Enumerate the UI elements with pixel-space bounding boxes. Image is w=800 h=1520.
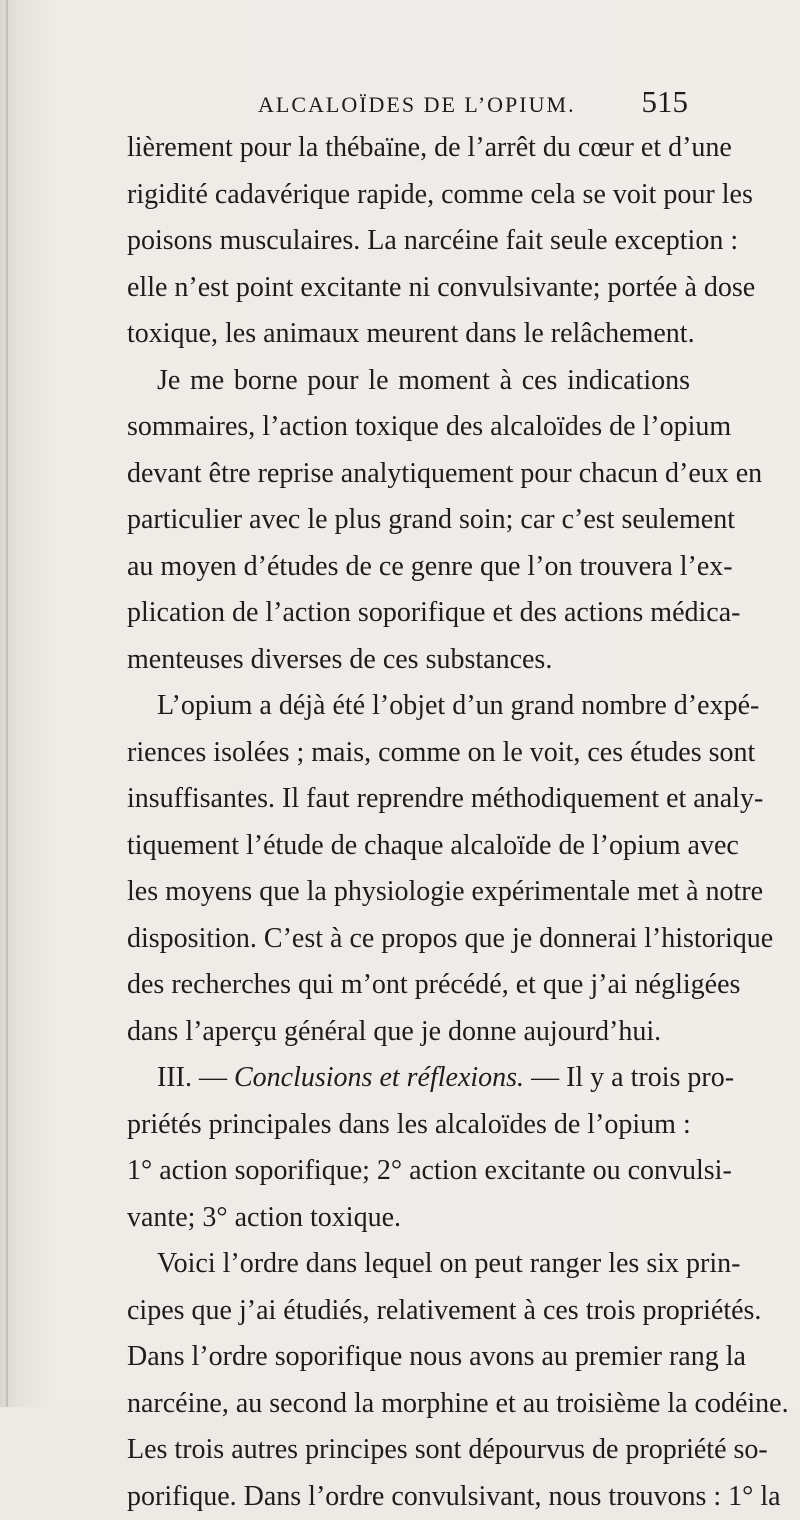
text-line: Je me borne pour le moment à ces indications <box>127 358 690 405</box>
text-line: L’opium a déjà été l’objet d’un grand nombre d’expé- <box>127 683 690 730</box>
text-line: les moyens que la physiologie expérimentale met à notre <box>127 869 690 916</box>
text-line: vante; 3° action toxique. <box>127 1195 690 1242</box>
page-header <box>258 84 688 124</box>
text-line: des recherches qui m’ont précédé, et que j’ai négligées <box>127 962 690 1009</box>
text-line: tiquement l’étude de chaque alcaloïde de l’opium avec <box>127 823 690 870</box>
section-text: — Il y a trois pro- <box>531 1062 734 1093</box>
body-text <box>127 125 690 1520</box>
text-line: au moyen d’études de ce genre que l’on trouvera l’ex- <box>127 544 690 591</box>
text-line: sommaires, l’action toxique des alcaloïdes de l’opium <box>127 404 690 451</box>
text-line: elle n’est point excitante ni convulsivante; portée à dose <box>127 265 690 312</box>
section-number: III. — <box>157 1062 227 1093</box>
text-line: Les trois autres principes sont dépourvus de propriété so- <box>127 1427 690 1474</box>
section-title: Conclusions et réflexions. <box>234 1062 524 1093</box>
text-line: rigidité cadavérique rapide, comme cela se voit pour les <box>127 172 690 219</box>
text-line: toxique, les animaux meurent dans le relâchement. <box>127 311 690 358</box>
text-line: menteuses diverses de ces substances. <box>127 637 690 684</box>
text-line: insuffisantes. Il faut reprendre méthodiquement et analy- <box>127 776 690 823</box>
text-line: poisons musculaires. La narcéine fait seule exception : <box>127 218 690 265</box>
text-line: Dans l’ordre soporifique nous avons au premier rang la <box>127 1334 690 1381</box>
text-line: 1° action soporifique; 2° action excitante ou convulsi- <box>127 1148 690 1195</box>
text-line: porifique. Dans l’ordre convulsivant, nous trouvons : 1° la <box>127 1474 690 1520</box>
text-line: lièrement pour la thébaïne, de l’arrêt du cœur et d’une <box>127 125 690 172</box>
text-line: plication de l’action soporifique et des actions médica- <box>127 590 690 637</box>
text-line: dans l’aperçu général que je donne aujourd’hui. <box>127 1009 690 1056</box>
text-line: riences isolées ; mais, comme on le voit, ces études sont <box>127 730 690 777</box>
text-line: devant être reprise analytiquement pour chacun d’eux en <box>127 451 690 498</box>
page-number: 515 <box>642 84 689 120</box>
text-line: narcéine, au second la morphine et au troisième la codéine. <box>127 1381 690 1428</box>
text-line: disposition. C’est à ce propos que je donnerai l’historique <box>127 916 690 963</box>
text-line: particulier avec le plus grand soin; car c’est seulement <box>127 497 690 544</box>
text-line: cipes que j’ai étudiés, relativement à ces trois propriétés. <box>127 1288 690 1335</box>
running-title: ALCALOÏDES DE L’OPIUM. <box>258 92 576 118</box>
binding-gutter <box>6 0 8 1407</box>
section-heading-line <box>127 1055 690 1102</box>
text-line: priétés principales dans les alcaloïdes de l’opium : <box>127 1102 690 1149</box>
text-line: Voici l’ordre dans lequel on peut ranger les six prin- <box>127 1241 690 1288</box>
